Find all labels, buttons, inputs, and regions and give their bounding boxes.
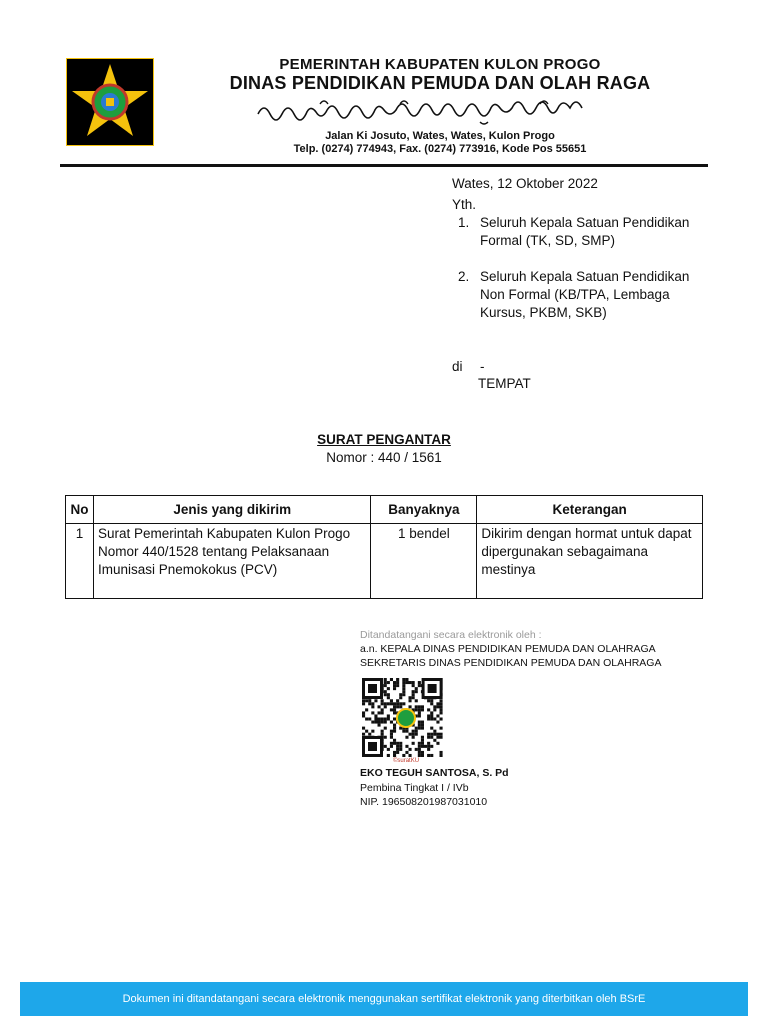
- regency-logo: [66, 58, 154, 146]
- cell-quantity: 1 bendel: [371, 524, 477, 599]
- cell-item: Surat Pemerintah Kabupaten Kulon Progo Nomor 440/1528 tentang Pelaksanaan Imunisasi Pnemokokus (PCV): [93, 524, 370, 599]
- signatory-position: SEKRETARIS DINAS PENDIDIKAN PEMUDA DAN OLAHRAGA: [360, 657, 662, 669]
- letter-date: Wates, 12 Oktober 2022: [452, 176, 598, 191]
- column-header-item: Jenis yang dikirim: [93, 496, 370, 524]
- recipient-number: 2.: [458, 269, 470, 284]
- e-sign-footer-banner: Dokumen ini ditandatangani secara elektronik menggunakan sertifikat elektronik yang diterbitkan oleh BSrE: [20, 982, 748, 1016]
- qr-caption: ©suratKU: [392, 758, 420, 764]
- javanese-script-line: [180, 96, 700, 126]
- signatory-rank: Pembina Tingkat I / IVb: [360, 782, 469, 794]
- letterhead-agency: DINAS PENDIDIKAN PEMUDA DAN OLAH RAGA: [229, 73, 651, 93]
- column-header-no: No: [66, 496, 94, 524]
- di-dash: -: [480, 359, 485, 374]
- column-header-remarks: Keterangan: [477, 496, 703, 524]
- items-table: [65, 495, 703, 599]
- cell-remarks: Dikirim dengan hormat untuk dapat dipergunakan sebagaimana mestinya: [477, 524, 703, 599]
- signatory-an: a.n. KEPALA DINAS PENDIDIKAN PEMUDA DAN OLAHRAGA: [360, 643, 656, 655]
- document-number: Nomor : 440 / 1561: [326, 450, 442, 465]
- letterhead-contact: Telp. (0274) 774943, Fax. (0274) 773916, Kode Pos 55651: [293, 143, 587, 155]
- recipient-number: 1.: [458, 215, 470, 230]
- signatory-nip: NIP. 196508201987031010: [360, 796, 488, 808]
- letterhead-divider: [60, 164, 708, 167]
- e-sign-note: Ditandatangani secara elektronik oleh :: [360, 629, 542, 641]
- cell-no: 1: [66, 524, 94, 599]
- document-title: SURAT PENGANTAR: [317, 432, 451, 447]
- letterhead-address: Jalan Ki Josuto, Wates, Wates, Kulon Progo: [325, 130, 555, 142]
- qr-code: [360, 678, 452, 758]
- di-label: di: [452, 359, 463, 374]
- recipient-text: Seluruh Kepala Satuan Pendidikan Non Formal (KB/TPA, Lembaga Kursus, PKBM, SKB): [480, 269, 690, 320]
- column-header-quantity: Banyaknya: [371, 496, 477, 524]
- recipient-text: Seluruh Kepala Satuan Pendidikan Formal (TK, SD, SMP): [480, 215, 690, 248]
- table-row: [66, 524, 703, 599]
- table-header-row: [66, 496, 703, 524]
- salutation: Yth.: [452, 197, 477, 212]
- tempat-label: TEMPAT: [478, 376, 531, 391]
- signatory-name: EKO TEGUH SANTOSA, S. Pd: [360, 767, 509, 779]
- letterhead-government: PEMERINTAH KABUPATEN KULON PROGO: [279, 56, 601, 73]
